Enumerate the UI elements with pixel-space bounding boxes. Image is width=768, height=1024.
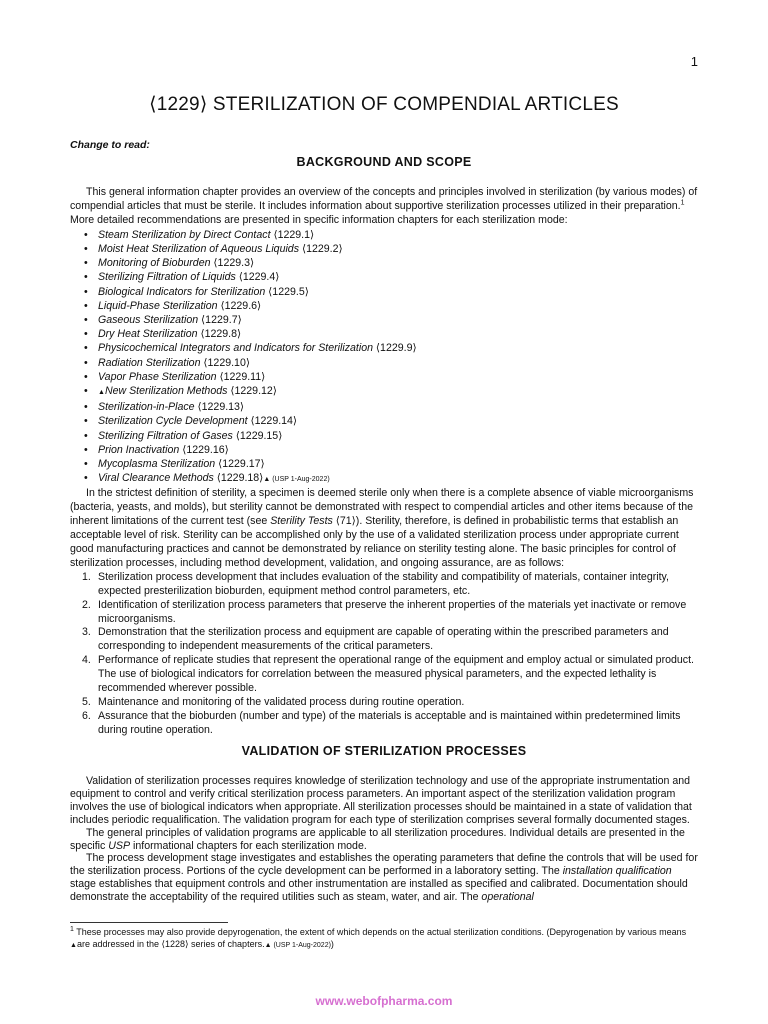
chapter-ref: ⟨1229.18⟩ <box>213 472 264 485</box>
chapter-name-link[interactable]: Sterilization-in-Place <box>98 401 195 414</box>
chapter-ref: ⟨1229.13⟩ <box>194 401 245 414</box>
chapter-list-item <box>98 285 698 299</box>
chapter-list-item <box>98 457 698 471</box>
chapter-ref: ⟨1229.9⟩ <box>372 342 417 355</box>
chapter-ref: ⟨1229.5⟩ <box>265 285 309 298</box>
chapter-name-link[interactable]: Steam Sterilization by Direct Contact <box>98 228 271 241</box>
chapter-ref: ⟨1229.2⟩ <box>299 242 343 255</box>
chapter-list-item <box>98 370 698 384</box>
principle-text: Demonstration that the sterilization process and equipment are capable of operating within the prescribed parameters and corresponding to independent measurements of the critical parameters. <box>98 626 669 653</box>
change-note: Change to read: <box>70 139 150 151</box>
principle-text: Performance of replicate studies that represent the operational range of the equipment and employ actual or simulated product. The use of biological indicators for correlation between the measured physical parameters, and the expected lethality is recommended wherever possible. <box>98 654 694 695</box>
footnote-divider <box>70 922 228 923</box>
chapter-list-item <box>98 400 698 414</box>
chapter-list-item <box>98 384 698 400</box>
section-heading-background: BACKGROUND AND SCOPE <box>296 155 472 169</box>
chapter-name-link[interactable]: Sterilization Cycle Development <box>98 415 248 428</box>
principle-number: 2. <box>82 598 91 611</box>
principles-list <box>70 571 698 738</box>
principle-number: 6. <box>82 709 91 722</box>
chapter-ref: ⟨1229.15⟩ <box>232 429 283 442</box>
principle-text: Sterilization process development that includes evaluation of the stability and compatibility of materials, container integrity, expected presterilization bioburden, equipment method control parameters, etc. <box>98 570 669 597</box>
chapter-name-link[interactable]: Prion Inactivation <box>98 443 180 456</box>
validation-section-body <box>70 775 698 904</box>
principle-item <box>82 570 698 599</box>
chapter-name-link[interactable]: Sterilizing Filtration of Gases <box>98 429 233 442</box>
chapter-list-item <box>98 270 698 284</box>
chapter-list-item <box>98 327 698 341</box>
revision-stamp: (USP 1-Aug-2022) <box>270 476 330 484</box>
principle-number: 1. <box>82 570 91 583</box>
chapter-list-item <box>98 341 698 355</box>
principle-text: Maintenance and monitoring of the validated process during routine operation. <box>98 695 465 708</box>
chapter-list-item <box>98 228 698 242</box>
document-page <box>70 0 698 1024</box>
chapter-name-link[interactable]: Vapor Phase Sterilization <box>98 370 217 383</box>
chapter-list <box>70 228 698 488</box>
chapter-list-item <box>98 471 698 487</box>
chapter-name-link[interactable]: Liquid-Phase Sterilization <box>98 299 218 312</box>
chapter-ref: ⟨1229.16⟩ <box>179 443 229 456</box>
chapter-list-item <box>98 242 698 256</box>
footer-watermark-link[interactable]: www.webofpharma.com <box>315 994 453 1008</box>
chapter-name-link[interactable]: New Sterilization Methods <box>104 384 228 397</box>
chapter-list-item <box>98 356 698 370</box>
chapter-name-link[interactable]: Dry Heat Sterilization <box>98 328 198 341</box>
principle-number: 3. <box>82 626 91 639</box>
chapter-name-link[interactable]: Moist Heat Sterilization of Aqueous Liquids <box>98 242 299 255</box>
section-heading-validation: VALIDATION OF STERILIZATION PROCESSES <box>241 744 527 758</box>
background-section-body <box>70 186 698 738</box>
chapter-list-item <box>98 256 698 270</box>
principle-item <box>82 654 698 696</box>
revision-end-marker: ▲ <box>263 476 271 484</box>
chapter-name-link[interactable]: Sterilizing Filtration of Liquids <box>98 271 236 284</box>
chapter-name-link[interactable]: Monitoring of Bioburden <box>98 257 211 270</box>
chapter-list-item <box>98 299 698 313</box>
chapter-list-item <box>98 414 698 428</box>
principle-text: Identification of sterilization process parameters that preserve the inherent properties of the materials yet inactivate or remove microorganisms. <box>98 598 687 625</box>
footnote: $^1$ These processes may also provide depyrogenation, the extent of which depends on the actual sterilization conditions. (Depyrogenation by various means ▲are addressed in the ⟨1228⟩ series of chapters.▲ (USP 1-Aug-2022)) <box>70 926 687 949</box>
chapter-name-link[interactable]: Radiation Sterilization <box>98 356 201 369</box>
chapter-ref: ⟨1229.10⟩ <box>200 356 250 369</box>
revision-start-marker: ▲ <box>98 388 105 396</box>
chapter-ref: ⟨1229.14⟩ <box>247 415 298 428</box>
sterility-tests-ref[interactable]: Sterility Tests <box>270 515 333 528</box>
principle-text: Assurance that the bioburden (number and type) of the materials is acceptable and is maintained within predetermined limits during routine operation. <box>98 709 681 736</box>
page-number: 1 <box>690 54 698 69</box>
chapter-ref: ⟨1229.8⟩ <box>197 328 242 341</box>
chapter-ref: ⟨1229.4⟩ <box>235 271 280 284</box>
chapter-name-link[interactable]: Viral Clearance Methods <box>98 472 214 485</box>
chapter-list-item <box>98 443 698 457</box>
principle-item <box>82 695 698 710</box>
chapter-list-item <box>98 313 698 327</box>
sterility-paragraph: In the strictest definition of sterility, a specimen is deemed sterile only when there is a complete absence of viable microorganisms (bacteria, yeasts, and molds), but sterility cannot be demonstrated with respect to compendial articles and other items because of the inherent limitations of the current test (see Sterility Tests ⟨71⟩). Sterility, therefore, is defined in probabilistic terms that establish an acceptable level of risk. Sterility can be accomplished only by the use of a validated sterilization process under appropriate current good manufacturing practices and cannot be demonstrated by reliance on sterility testing alone. The basic principles for control of sterilization processes, including method development, validation, and ongoing assurance, are as follows: <box>70 487 694 569</box>
chapter-ref: ⟨1229.6⟩ <box>217 299 262 312</box>
footnote-ref[interactable]: 1 <box>680 199 685 207</box>
chapter-name-link[interactable]: Gaseous Sterilization <box>98 313 199 326</box>
chapter-ref: ⟨1229.1⟩ <box>270 228 315 241</box>
validation-paragraph-1: Validation of sterilization processes requires knowledge of sterilization technology and use of the appropriate instrumentation and equipment to control and verify critical sterilization process parameters. An important aspect of the sterilization validation program involves the use of biological indicators when appropriate. All sterilization processes should be maintained in a state of validation that includes periodic requalification. The validation program for each type of sterilization comprises several formally documented stages. <box>70 775 692 826</box>
chapter-name-link[interactable]: Physicochemical Integrators and Indicators for Sterilization <box>98 342 373 355</box>
chapter-list-item <box>98 429 698 443</box>
chapter-ref: ⟨1229.7⟩ <box>198 313 242 326</box>
chapter-name-link[interactable]: Mycoplasma Sterilization <box>98 457 216 470</box>
principle-item <box>82 626 698 654</box>
principle-item <box>82 709 698 738</box>
chapter-name-link[interactable]: Biological Indicators for Sterilization <box>98 285 266 298</box>
validation-paragraph-2: The general principles of validation programs are applicable to all sterilization procedures. Individual details are presented in the specific USP informational chapters for each sterilization mode. <box>70 826 685 852</box>
validation-paragraph-3: The process development stage investigates and establishes the operating parameters that define the controls that will be used for the sterilization process. Portions of the cycle development can be performed in a laboratory setting. The installation qualification stage establishes that equipment controls and other instrumentation are installed as specified and calibrated. Documentation should demonstrate the acceptability of the required utilities such as steam, water, and air. The operational <box>70 852 698 904</box>
principle-item <box>82 598 698 627</box>
intro-paragraph: This general information chapter provides an overview of the concepts and principles involved in sterilization (by various modes) of compendial articles that must be sterile. It includes information about supportive sterilization processes utilized in their preparation.$^1$ More detailed recommendations are presented in specific information chapters for each sterilization mode: <box>70 186 698 226</box>
principle-number: 5. <box>82 695 91 708</box>
chapter-ref: ⟨1229.3⟩ <box>210 257 255 270</box>
principle-number: 4. <box>82 654 91 667</box>
chapter-ref: ⟨1229.17⟩ <box>215 457 265 470</box>
chapter-ref: ⟨1229.12⟩ <box>227 384 277 397</box>
chapter-ref: ⟨1229.11⟩ <box>216 370 266 383</box>
chapter-title: ⟨1229⟩ STERILIZATION OF COMPENDIAL ARTICLES <box>149 94 619 115</box>
